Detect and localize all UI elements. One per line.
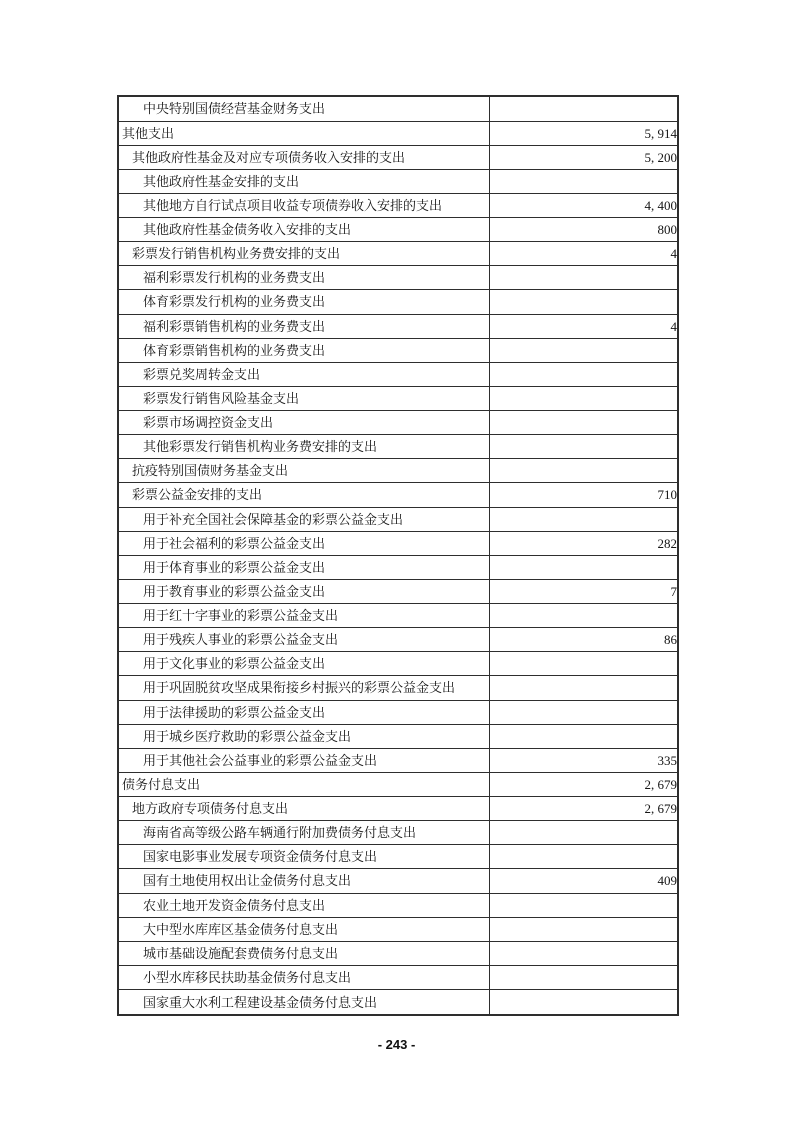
table-row: [118, 507, 678, 531]
item-label-cell: 地方政府专项债务付息支出: [118, 797, 489, 821]
item-label-cell: 农业土地开发资金债务付息支出: [118, 893, 489, 917]
page-number: - 243 -: [377, 1037, 416, 1052]
table-row: [118, 145, 678, 169]
amount-cell: 409: [489, 869, 678, 893]
table-row: [118, 266, 678, 290]
table-row: [118, 990, 678, 1016]
item-label-cell: 福利彩票销售机构的业务费支出: [118, 314, 489, 338]
table-row: [118, 700, 678, 724]
amount-cell: [489, 96, 678, 121]
amount-cell: [489, 507, 678, 531]
amount-cell: 4: [489, 314, 678, 338]
table-row: [118, 483, 678, 507]
item-label-cell: 彩票市场调控资金支出: [118, 411, 489, 435]
table-row: [118, 411, 678, 435]
item-label-cell: 国有土地使用权出让金债务付息支出: [118, 869, 489, 893]
amount-cell: [489, 893, 678, 917]
table-row: [118, 218, 678, 242]
amount-cell: [489, 386, 678, 410]
item-label-cell: 中央特别国债经营基金财务支出: [118, 96, 489, 121]
amount-cell: [489, 700, 678, 724]
item-label-cell: 其他彩票发行销售机构业务费安排的支出: [118, 435, 489, 459]
table-row: [118, 314, 678, 338]
item-label-cell: 用于巩固脱贫攻坚成果衔接乡村振兴的彩票公益金支出: [118, 676, 489, 700]
amount-cell: [489, 555, 678, 579]
table-row: [118, 531, 678, 555]
table-row: [118, 459, 678, 483]
item-label-cell: 国家重大水利工程建设基金债务付息支出: [118, 990, 489, 1016]
item-label-cell: 抗疫特别国债财务基金支出: [118, 459, 489, 483]
item-label-cell: 用于法律援助的彩票公益金支出: [118, 700, 489, 724]
table-row: [118, 821, 678, 845]
amount-cell: 800: [489, 218, 678, 242]
table-row: [118, 96, 678, 121]
amount-cell: 2, 679: [489, 772, 678, 796]
table-row: [118, 242, 678, 266]
item-label-cell: 彩票发行销售机构业务费安排的支出: [118, 242, 489, 266]
item-label-cell: 用于残疾人事业的彩票公益金支出: [118, 628, 489, 652]
table-row: [118, 555, 678, 579]
table-row: [118, 193, 678, 217]
amount-cell: 5, 914: [489, 121, 678, 145]
item-label-cell: 福利彩票发行机构的业务费支出: [118, 266, 489, 290]
item-label-cell: 债务付息支出: [118, 772, 489, 796]
table-row: [118, 290, 678, 314]
table-row: [118, 941, 678, 965]
table-row: [118, 965, 678, 989]
table-row: [118, 169, 678, 193]
item-label-cell: 彩票发行销售风险基金支出: [118, 386, 489, 410]
amount-cell: [489, 362, 678, 386]
table-row: [118, 435, 678, 459]
table-row: [118, 338, 678, 362]
item-label-cell: 彩票公益金安排的支出: [118, 483, 489, 507]
item-label-cell: 其他地方自行试点项目收益专项债券收入安排的支出: [118, 193, 489, 217]
amount-cell: [489, 604, 678, 628]
table-row: [118, 676, 678, 700]
amount-cell: 86: [489, 628, 678, 652]
item-label-cell: 其他政府性基金安排的支出: [118, 169, 489, 193]
item-label-cell: 用于体育事业的彩票公益金支出: [118, 555, 489, 579]
amount-cell: 4: [489, 242, 678, 266]
table-row: [118, 121, 678, 145]
table-row: [118, 724, 678, 748]
item-label-cell: 其他支出: [118, 121, 489, 145]
amount-cell: [489, 652, 678, 676]
item-label-cell: 城市基础设施配套费债务付息支出: [118, 941, 489, 965]
amount-cell: [489, 435, 678, 459]
item-label-cell: 体育彩票发行机构的业务费支出: [118, 290, 489, 314]
item-label-cell: 彩票兑奖周转金支出: [118, 362, 489, 386]
table-row: [118, 362, 678, 386]
amount-cell: [489, 290, 678, 314]
amount-cell: [489, 266, 678, 290]
amount-cell: 710: [489, 483, 678, 507]
item-label-cell: 海南省高等级公路车辆通行附加费债务付息支出: [118, 821, 489, 845]
amount-cell: 4, 400: [489, 193, 678, 217]
item-label-cell: 用于其他社会公益事业的彩票公益金支出: [118, 748, 489, 772]
table-row: [118, 652, 678, 676]
item-label-cell: 用于补充全国社会保障基金的彩票公益金支出: [118, 507, 489, 531]
amount-cell: [489, 965, 678, 989]
item-label-cell: 用于城乡医疗救助的彩票公益金支出: [118, 724, 489, 748]
table-row: [118, 579, 678, 603]
table-row: [118, 628, 678, 652]
amount-cell: 5, 200: [489, 145, 678, 169]
table-row: [118, 797, 678, 821]
table-row: [118, 845, 678, 869]
table-row: [118, 386, 678, 410]
item-label-cell: 体育彩票销售机构的业务费支出: [118, 338, 489, 362]
amount-cell: 7: [489, 579, 678, 603]
amount-cell: [489, 990, 678, 1016]
table-row: [118, 893, 678, 917]
table-row: [118, 748, 678, 772]
amount-cell: [489, 821, 678, 845]
table-row: [118, 772, 678, 796]
amount-cell: [489, 338, 678, 362]
amount-cell: 282: [489, 531, 678, 555]
amount-cell: [489, 411, 678, 435]
item-label-cell: 用于社会福利的彩票公益金支出: [118, 531, 489, 555]
item-label-cell: 用于红十字事业的彩票公益金支出: [118, 604, 489, 628]
item-label-cell: 小型水库移民扶助基金债务付息支出: [118, 965, 489, 989]
amount-cell: [489, 724, 678, 748]
item-label-cell: 其他政府性基金债务收入安排的支出: [118, 218, 489, 242]
table-row: [118, 604, 678, 628]
item-label-cell: 用于教育事业的彩票公益金支出: [118, 579, 489, 603]
item-label-cell: 国家电影事业发展专项资金债务付息支出: [118, 845, 489, 869]
amount-cell: [489, 941, 678, 965]
amount-cell: [489, 459, 678, 483]
table-row: [118, 869, 678, 893]
item-label-cell: 其他政府性基金及对应专项债务收入安排的支出: [118, 145, 489, 169]
item-label-cell: 用于文化事业的彩票公益金支出: [118, 652, 489, 676]
item-label-cell: 大中型水库库区基金债务付息支出: [118, 917, 489, 941]
amount-cell: [489, 676, 678, 700]
budget-table: [117, 95, 679, 1016]
amount-cell: [489, 845, 678, 869]
table-row: [118, 917, 678, 941]
amount-cell: 335: [489, 748, 678, 772]
amount-cell: [489, 169, 678, 193]
amount-cell: [489, 917, 678, 941]
amount-cell: 2, 679: [489, 797, 678, 821]
table-body: [118, 96, 678, 1015]
